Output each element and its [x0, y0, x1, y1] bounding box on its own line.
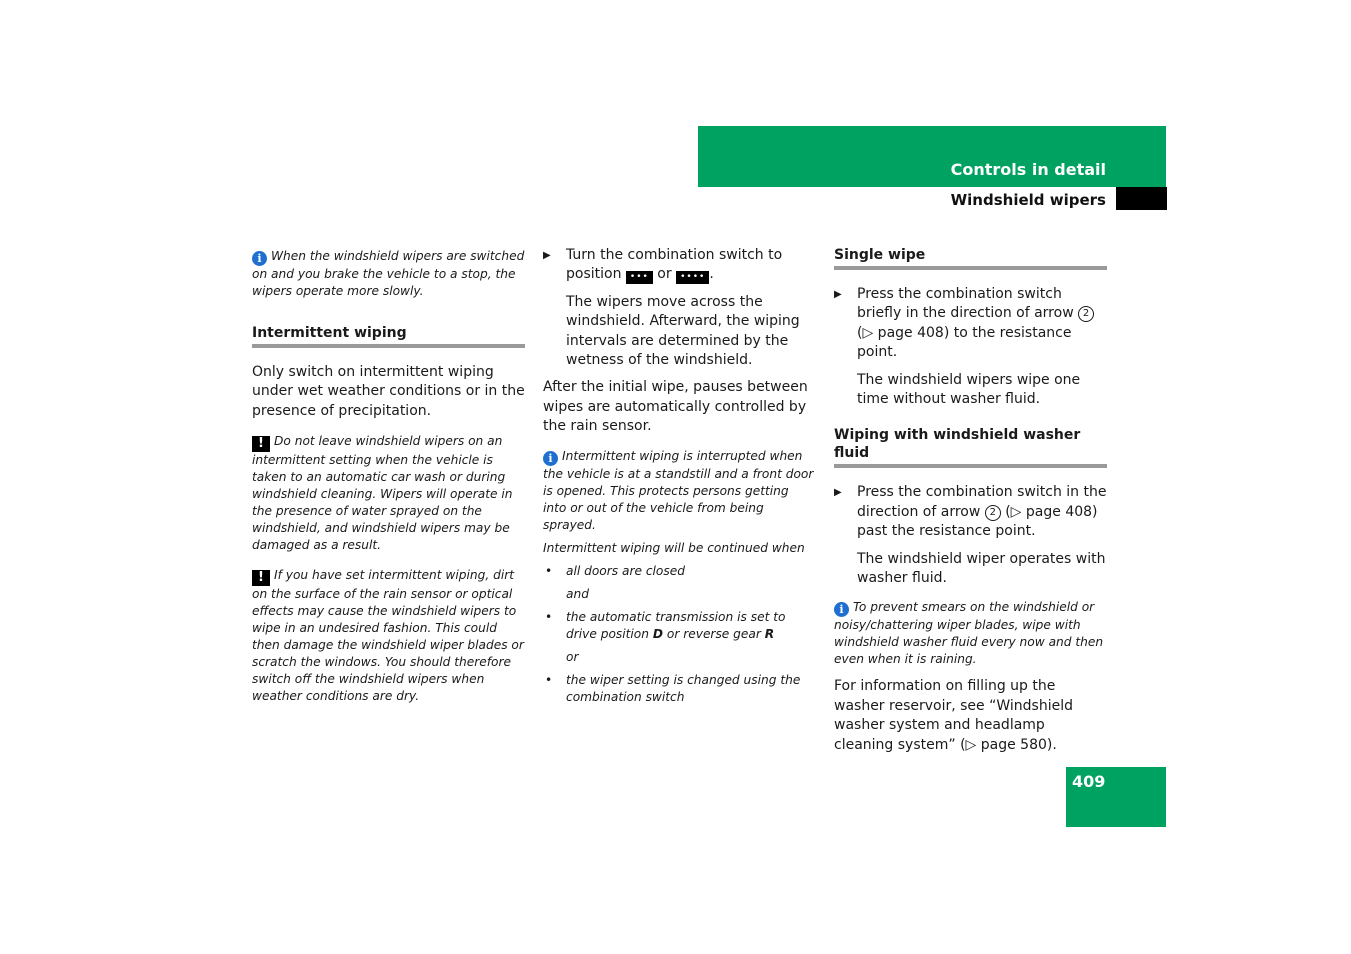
page-number: 409 [1072, 772, 1106, 791]
instruction-step: ▶ Turn the combination switch to position ••• or •••• . [543, 247, 783, 283]
step-result: The windshield wiper operates with washer fluid. [857, 550, 1106, 587]
step-result: The wipers move across the windshield. Afterward, the wiping intervals are determined by the wetness of the windshield. [566, 293, 800, 369]
step-arrow-icon: ▶ [834, 487, 842, 499]
warning-icon: ! [252, 436, 270, 452]
gear-d: D [652, 626, 663, 641]
info-icon: i [543, 451, 558, 466]
warning-note: ! Do not leave windshield wipers on an intermittent setting when the vehicle is taken to an automatic car wash or during windshield cleaning. Wipers will operate in the presence of water sprayed on the windshield, and windshield wipers may be damaged as a result. [252, 434, 513, 553]
conjunction: and [566, 586, 589, 601]
info-note: i To prevent smears on the windshield or noisy/chattering wiper blades, wipe with windshield washer fluid every now and then even when it is raining. [834, 600, 1104, 667]
wiper-position-symbol: ••• [626, 271, 653, 284]
heading-intermittent-wiping: Intermittent wiping [252, 324, 525, 348]
instruction-step: ▶ Press the combination switch in the direction of arrow 2 (▷ page 408) past the resistance point. [834, 484, 1107, 540]
paragraph: Only switch on intermittent wiping under wet weather conditions or in the presence of precipitation. [252, 364, 525, 419]
note-continuation: Intermittent wiping will be continued when [543, 540, 805, 555]
instruction-step: ▶ Press the combination switch briefly in the direction of arrow 2 (▷ page 408) to the resistance point. [834, 285, 1107, 363]
step-arrow-icon: ▶ [543, 250, 551, 261]
gear-r: R [764, 626, 775, 641]
section-title: Windshield wipers [950, 191, 1106, 209]
list-item: • all doors are closed [545, 563, 685, 578]
heading-washer-fluid: Wiping with windshield washer fluid [834, 426, 1107, 468]
conjunction: or [566, 649, 579, 664]
arrow-number-badge: 2 [985, 505, 1001, 521]
info-icon: i [834, 602, 849, 617]
info-note: i When the windshield wipers are switched on and you brake the vehicle to a stop, the wipers operate more slowly. [252, 249, 525, 298]
info-note: i Intermittent wiping is interrupted when the vehicle is at a standstill and a front door is opened. This protects persons getting into or out of the vehicle from being sprayed. [543, 448, 814, 532]
step-result: The windshield wipers wipe one time without washer fluid. [857, 371, 1081, 408]
info-icon: i [252, 251, 267, 266]
chapter-title: Controls in detail [950, 160, 1106, 179]
warning-icon: ! [252, 570, 270, 586]
paragraph: After the initial wipe, pauses between wipes are automatically controlled by the rain sensor. [543, 379, 808, 435]
heading-single-wipe: Single wipe [834, 246, 1107, 270]
paragraph: For information on filling up the washer reservoir, see “Windshield washer system and headlamp cleaning system” (▷ page 580). [834, 678, 1073, 753]
wiper-position-symbol: •••• [676, 271, 709, 284]
column-right [834, 246, 1107, 755]
section-tab-marker [1116, 187, 1167, 210]
arrow-number-badge: 2 [1078, 306, 1094, 322]
column-middle [543, 246, 815, 706]
list-item: • the automatic transmission is set to drive position D or reverse gear R [545, 609, 786, 641]
warning-note: ! If you have set intermittent wiping, dirt on the surface of the rain sensor or optical effects may cause the windshield wipers to wipe in an undesired fashion. This could then damage the windshield wiper blades or scratch the windows. You should therefore switch off the windshield wipers when weather conditions are dry. [252, 568, 524, 704]
list-item: • the wiper setting is changed using the combination switch [545, 672, 801, 704]
column-left [252, 248, 525, 705]
step-arrow-icon: ▶ [834, 289, 842, 300]
